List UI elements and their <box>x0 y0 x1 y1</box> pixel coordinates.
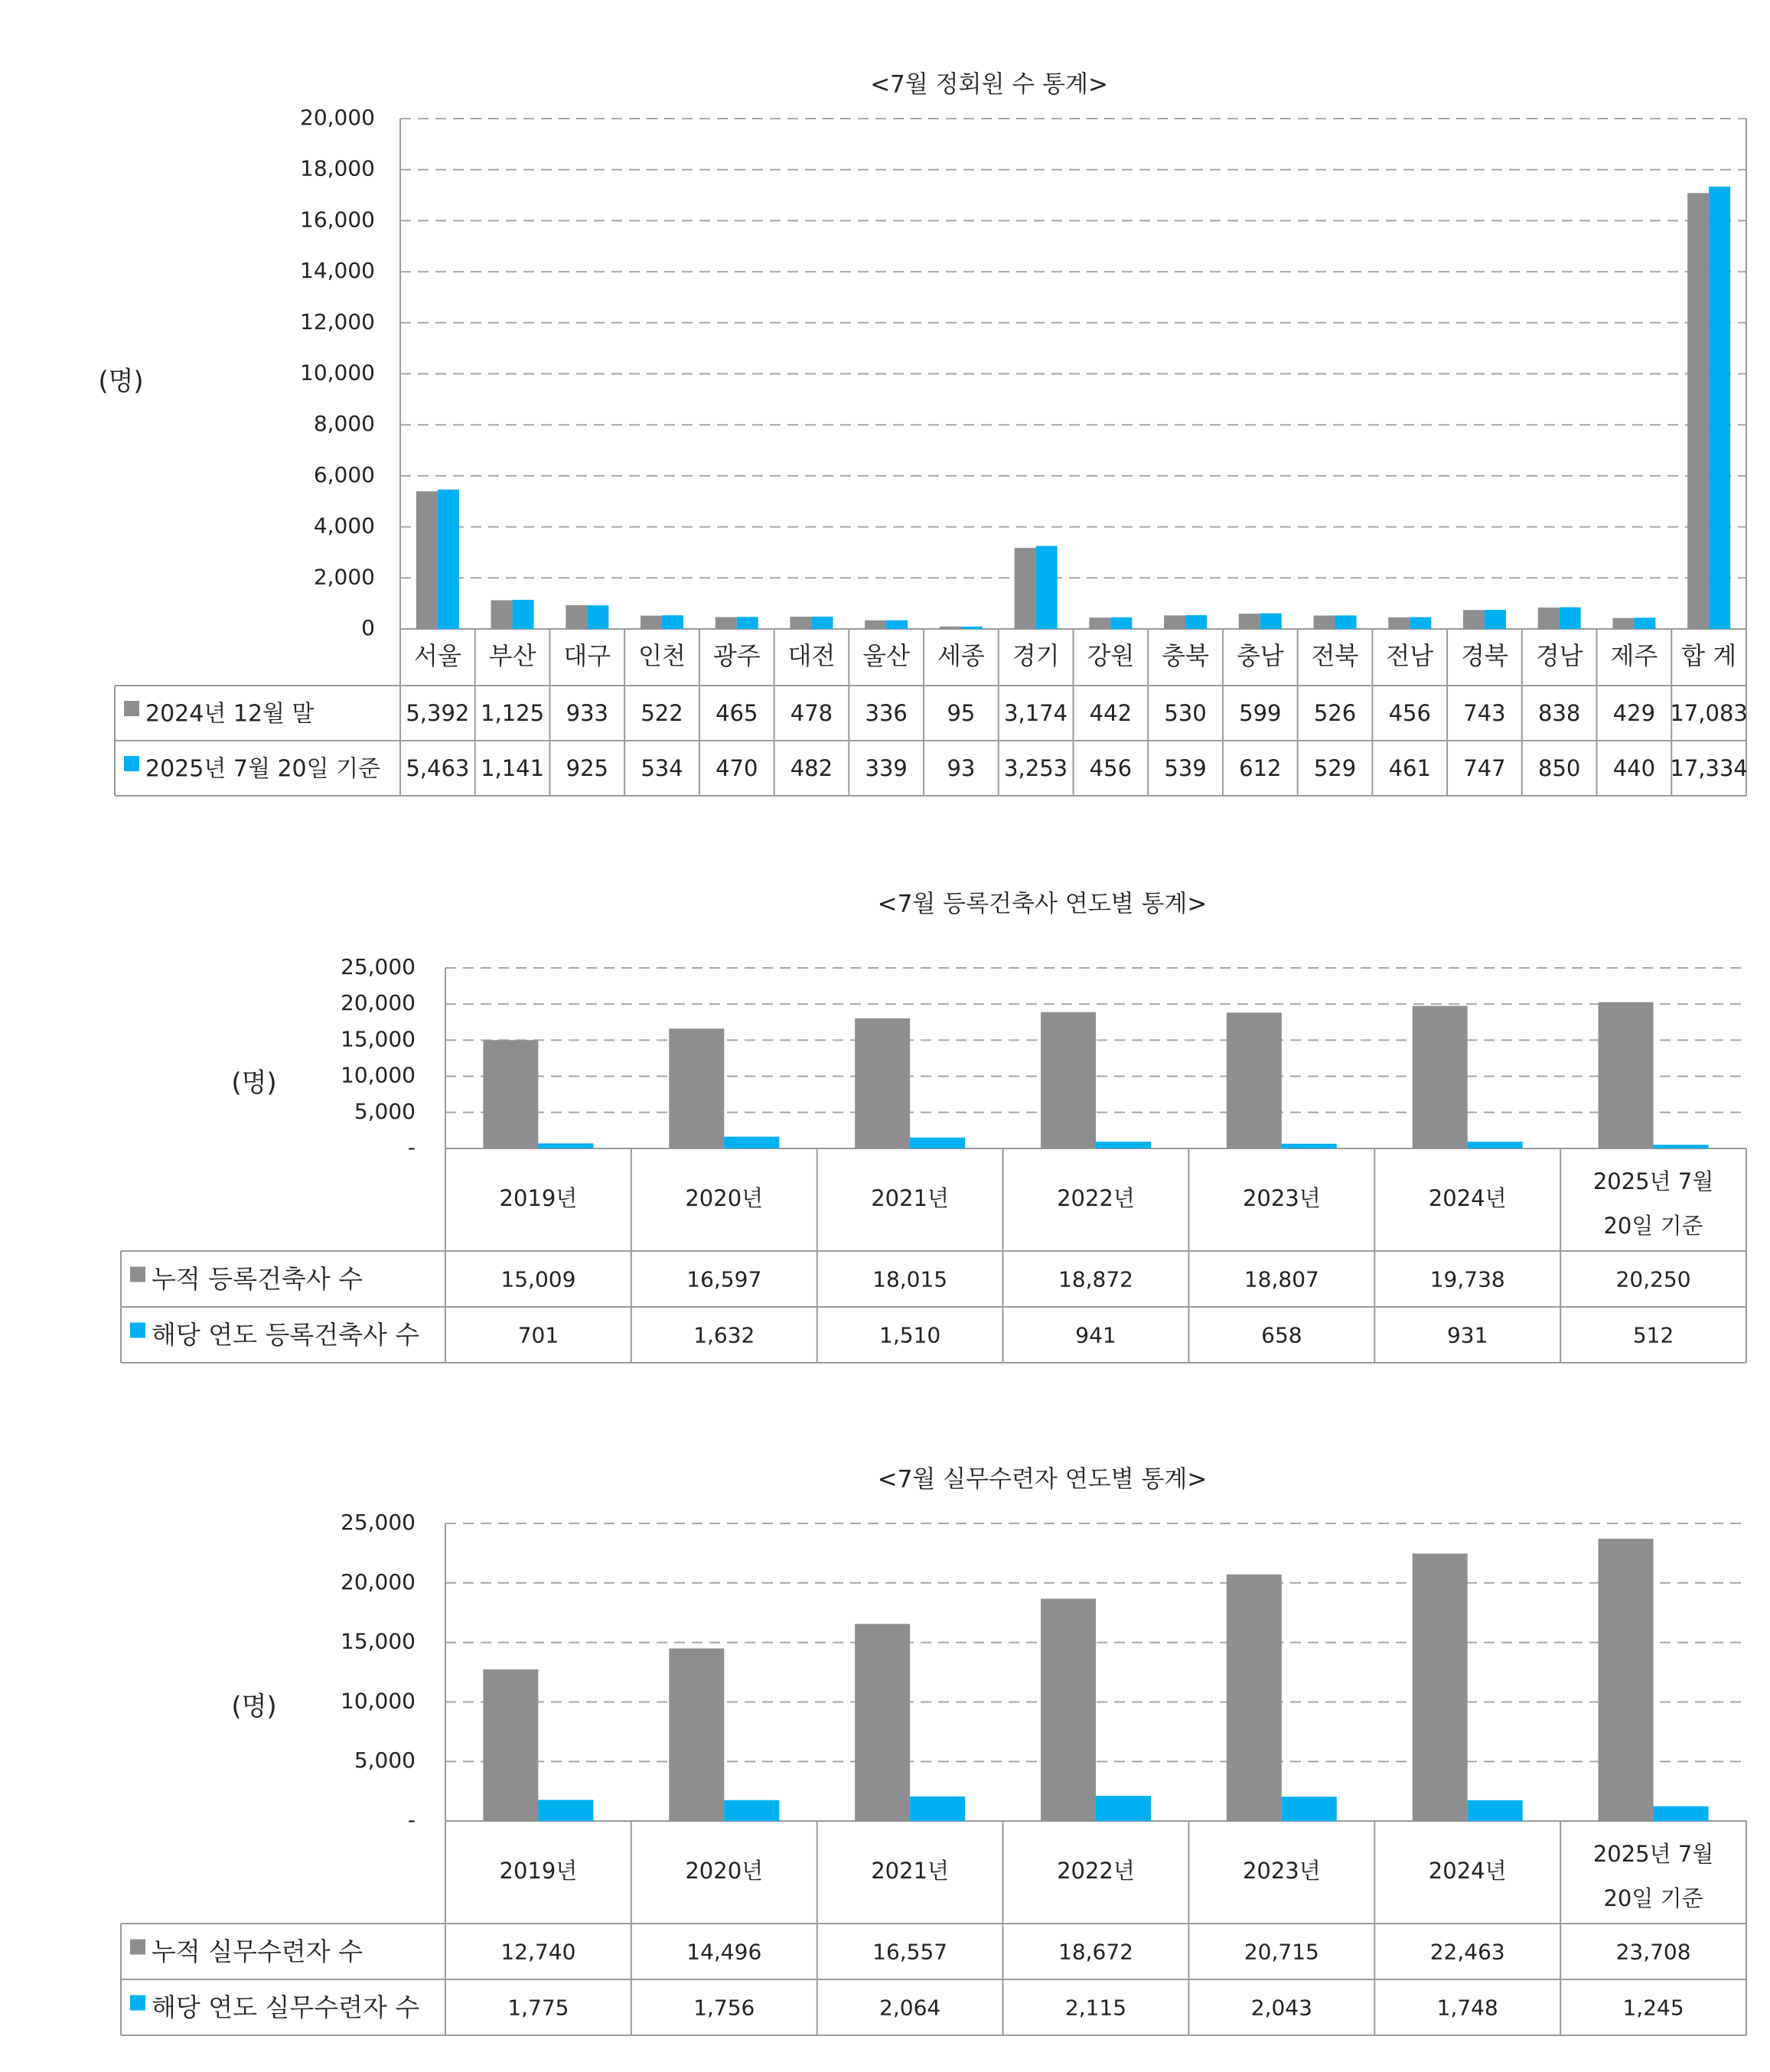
data-label: 461 <box>1388 755 1431 781</box>
data-label: 440 <box>1612 755 1656 781</box>
bar-series-a <box>641 616 662 629</box>
category-label: 2020년 <box>685 1185 764 1211</box>
bar-series-b <box>724 1800 779 1821</box>
y-tick-label: 8,000 <box>313 411 375 437</box>
data-label: 1,510 <box>879 1322 941 1348</box>
y-tick-label: 10,000 <box>341 1062 416 1088</box>
data-label: 20,715 <box>1244 1939 1319 1965</box>
bar-series-b <box>1185 615 1207 629</box>
data-label: 941 <box>1075 1322 1116 1348</box>
bar-series-b <box>1096 1796 1151 1821</box>
category-label: 2024년 <box>1428 1858 1507 1884</box>
data-label: 1,245 <box>1622 1995 1684 2021</box>
bar-series-a <box>669 1028 724 1148</box>
bar-series-a <box>1239 614 1260 629</box>
data-label: 925 <box>566 755 608 781</box>
data-label: 18,672 <box>1058 1939 1133 1965</box>
bar-series-a <box>483 1670 538 1821</box>
bar-series-b <box>1634 617 1655 629</box>
bar-series-a <box>1413 1553 1468 1821</box>
data-label: 931 <box>1446 1322 1488 1348</box>
category-label: 2021년 <box>871 1858 950 1884</box>
y-tick-label: 14,000 <box>300 258 375 284</box>
data-label: 18,872 <box>1058 1266 1133 1292</box>
bar-series-a <box>1463 610 1485 629</box>
bar-series-b <box>438 490 459 629</box>
data-label: 14,496 <box>686 1939 762 1965</box>
category-label: 전북 <box>1311 641 1359 670</box>
y-tick-label: 20,000 <box>341 990 416 1016</box>
data-label: 529 <box>1313 755 1357 781</box>
data-label: 18,015 <box>872 1266 948 1292</box>
y-tick-label: - <box>407 1135 416 1160</box>
data-label: 482 <box>790 755 833 781</box>
y-tick-label: 2,000 <box>313 564 375 590</box>
y-tick-label: 12,000 <box>300 308 375 334</box>
bar-series-a <box>1599 1002 1654 1148</box>
data-label: 747 <box>1463 755 1506 781</box>
bar-series-a <box>1164 615 1185 629</box>
data-label: 1,632 <box>693 1322 755 1348</box>
y-axis-label: (명) <box>231 1067 277 1099</box>
data-label: 658 <box>1261 1322 1302 1348</box>
data-label: 2,064 <box>879 1995 941 2021</box>
data-label: 17,083 <box>1670 700 1748 726</box>
y-tick-label: 25,000 <box>341 1510 416 1535</box>
data-label: 512 <box>1632 1322 1674 1348</box>
category-label: 부산 <box>488 641 536 670</box>
data-label: 23,708 <box>1615 1939 1691 1965</box>
data-label: 19,738 <box>1429 1266 1505 1292</box>
category-label: 2019년 <box>499 1858 578 1884</box>
data-label: 2,043 <box>1250 1995 1312 2021</box>
bar-series-a <box>1089 617 1110 629</box>
y-tick-label: 5,000 <box>354 1748 416 1774</box>
category-label: 울산 <box>862 641 911 670</box>
data-label: 15,009 <box>500 1266 576 1292</box>
bar-series-a <box>1413 1006 1468 1148</box>
y-tick-label: 4,000 <box>313 513 375 539</box>
y-tick-label: 0 <box>361 615 375 640</box>
y-tick-label: 16,000 <box>300 207 375 233</box>
data-label: 534 <box>641 755 683 781</box>
legend-swatch <box>130 1995 145 2011</box>
bar-series-a <box>1227 1575 1282 1821</box>
data-label: 2,115 <box>1064 1995 1127 2021</box>
y-tick-label: 15,000 <box>341 1026 416 1052</box>
category-label: 세종 <box>937 641 985 670</box>
data-label: 12,740 <box>500 1939 576 1965</box>
data-label: 5,463 <box>406 755 470 781</box>
bar-series-b <box>513 600 534 629</box>
data-label: 18,807 <box>1244 1266 1319 1292</box>
category-label: 2022년 <box>1057 1858 1135 1884</box>
data-label: 5,392 <box>406 700 470 726</box>
category-label-line: 20일 기준 <box>1603 1213 1703 1239</box>
bar-series-a <box>1388 617 1410 629</box>
category-label: 2023년 <box>1242 1858 1321 1884</box>
bar-series-a <box>1687 193 1709 629</box>
category-label: 전남 <box>1386 641 1434 670</box>
category-label: 경북 <box>1461 641 1508 670</box>
data-label: 3,174 <box>1004 700 1068 726</box>
data-label: 93 <box>947 755 976 781</box>
y-tick-label: 20,000 <box>341 1569 416 1595</box>
data-label: 612 <box>1239 755 1282 781</box>
data-label: 456 <box>1388 700 1431 726</box>
bar-series-b <box>1335 615 1357 629</box>
data-label: 442 <box>1089 700 1133 726</box>
data-label: 838 <box>1538 700 1581 726</box>
bar-series-a <box>1599 1539 1654 1821</box>
chart-title: <7월 정회원 수 통계> <box>870 70 1108 99</box>
legend-label: 누적 실무수련자 수 <box>152 1937 363 1966</box>
data-label: 539 <box>1164 755 1207 781</box>
bar-series-a <box>940 627 961 629</box>
category-label: 광주 <box>712 641 761 670</box>
chart-1 <box>98 71 1748 797</box>
category-label: 2021년 <box>871 1185 950 1211</box>
data-label: 933 <box>566 700 608 726</box>
y-tick-label: 5,000 <box>354 1098 416 1124</box>
legend-swatch <box>130 1940 145 1955</box>
category-label: 서울 <box>413 641 461 670</box>
bar-series-a <box>1041 1598 1096 1821</box>
y-axis-label: (명) <box>231 1691 277 1722</box>
data-label: 20,250 <box>1615 1266 1691 1292</box>
legend-swatch <box>130 1323 145 1338</box>
data-label: 3,253 <box>1004 755 1068 781</box>
bar-series-b <box>538 1143 593 1148</box>
bar-series-b <box>1096 1142 1151 1148</box>
category-label: 2024년 <box>1428 1185 1507 1211</box>
category-label: 인천 <box>638 641 686 670</box>
bar-series-a <box>1015 548 1036 629</box>
data-label: 1,141 <box>481 755 545 781</box>
y-axis-label: (명) <box>98 366 144 397</box>
category-label: 합 계 <box>1681 641 1737 670</box>
bar-series-b <box>910 1138 965 1148</box>
bar-series-b <box>1468 1142 1523 1148</box>
data-label: 526 <box>1313 700 1357 726</box>
bar-series-a <box>855 1624 910 1821</box>
data-label: 17,334 <box>1670 755 1748 781</box>
category-label-line: 2025년 7월 <box>1592 1841 1714 1867</box>
data-label: 743 <box>1463 700 1506 726</box>
bar-series-a <box>483 1040 538 1148</box>
data-label: 1,125 <box>481 700 545 726</box>
y-tick-label: 18,000 <box>300 155 375 181</box>
category-label: 제주 <box>1610 641 1658 670</box>
y-tick-label: 10,000 <box>341 1688 416 1714</box>
data-label: 16,597 <box>686 1266 762 1292</box>
legend-label: 2024년 12월 말 <box>145 700 315 728</box>
data-label: 429 <box>1612 700 1656 726</box>
legend-swatch <box>124 756 139 771</box>
category-label: 경기 <box>1012 641 1060 670</box>
category-label <box>1593 1168 1714 1239</box>
bar-series-b <box>811 617 833 629</box>
y-tick-label: 20,000 <box>300 105 375 130</box>
data-label: 456 <box>1089 755 1133 781</box>
bar-series-a <box>865 621 886 629</box>
y-tick-label: 15,000 <box>341 1628 416 1654</box>
bar-series-a <box>715 617 737 629</box>
bar-series-a <box>1612 618 1634 629</box>
category-label: 2020년 <box>685 1858 764 1884</box>
bar-series-b <box>1654 1145 1709 1148</box>
legend-swatch <box>124 701 139 716</box>
data-label: 95 <box>947 700 976 726</box>
bar-series-b <box>1260 614 1282 629</box>
data-label: 850 <box>1538 755 1581 781</box>
category-label: 경남 <box>1535 641 1583 670</box>
legend-label: 2025년 7월 20일 기준 <box>145 755 381 783</box>
bar-series-a <box>566 605 587 629</box>
bar-series-b <box>1654 1806 1709 1821</box>
legend-label: 해당 연도 실무수련자 수 <box>152 1992 420 2022</box>
category-label: 강원 <box>1087 641 1135 670</box>
bar-series-b <box>538 1800 593 1821</box>
category-label-line: 20일 기준 <box>1603 1885 1703 1911</box>
y-tick-label: 25,000 <box>341 954 416 979</box>
bar-series-b <box>1036 546 1058 629</box>
data-label: 336 <box>865 700 908 726</box>
bar-series-a <box>855 1018 910 1148</box>
bar-series-b <box>587 605 608 629</box>
chart-title: <7월 등록건축사 연도별 통계> <box>877 890 1208 918</box>
bar-series-b <box>662 615 683 629</box>
data-label: 22,463 <box>1429 1939 1505 1965</box>
data-label: 1,748 <box>1436 1995 1498 2021</box>
data-label: 16,557 <box>872 1939 948 1965</box>
y-tick-label: - <box>407 1807 416 1833</box>
chart-3 <box>121 1466 1746 2036</box>
chart-title: <7월 실무수련자 연도별 통계> <box>877 1465 1208 1494</box>
data-label: 1,756 <box>693 1995 755 2021</box>
data-label: 1,775 <box>507 1995 569 2021</box>
bar-series-a <box>491 600 513 629</box>
bar-series-a <box>1538 608 1560 629</box>
bar-series-b <box>1282 1144 1337 1148</box>
bar-series-a <box>416 491 438 629</box>
category-label: 대구 <box>563 641 611 670</box>
bar-series-b <box>724 1137 779 1148</box>
data-label: 470 <box>715 755 758 781</box>
category-label: 2022년 <box>1057 1185 1135 1211</box>
bar-series-b <box>961 627 983 629</box>
data-label: 530 <box>1164 700 1207 726</box>
bar-series-b <box>1560 608 1581 629</box>
data-label: 339 <box>865 755 908 781</box>
category-label: 2023년 <box>1242 1185 1321 1211</box>
bar-series-a <box>1041 1012 1096 1148</box>
category-label: 대전 <box>787 641 836 670</box>
bar-series-b <box>910 1797 965 1821</box>
bar-series-b <box>1282 1797 1337 1821</box>
legend-swatch <box>130 1267 145 1282</box>
data-label: 478 <box>790 700 833 726</box>
bar-series-b <box>886 621 908 629</box>
legend-label: 해당 연도 등록건축사 수 <box>152 1320 420 1350</box>
category-label <box>1593 1841 1714 1911</box>
bar-series-a <box>669 1648 724 1821</box>
category-label: 충남 <box>1236 641 1284 670</box>
bar-series-a <box>790 617 811 629</box>
bar-series-b <box>1110 617 1132 629</box>
bar-series-b <box>1468 1800 1523 1821</box>
data-label: 599 <box>1239 700 1282 726</box>
category-label: 2019년 <box>499 1185 578 1211</box>
bar-series-b <box>1709 187 1730 629</box>
category-label-line: 2025년 7월 <box>1592 1168 1714 1194</box>
data-label: 522 <box>641 700 683 726</box>
chart-2 <box>121 891 1746 1363</box>
y-tick-label: 10,000 <box>300 360 375 386</box>
bar-series-b <box>1485 610 1506 629</box>
legend-label: 누적 등록건축사 수 <box>152 1264 363 1294</box>
bar-series-a <box>1314 615 1335 629</box>
category-label: 충북 <box>1162 641 1209 670</box>
bar-series-a <box>1227 1012 1282 1148</box>
bar-series-b <box>1410 617 1431 629</box>
bar-series-b <box>737 617 758 629</box>
data-label: 701 <box>517 1322 559 1348</box>
y-tick-label: 6,000 <box>313 461 375 487</box>
data-label: 465 <box>715 700 758 726</box>
